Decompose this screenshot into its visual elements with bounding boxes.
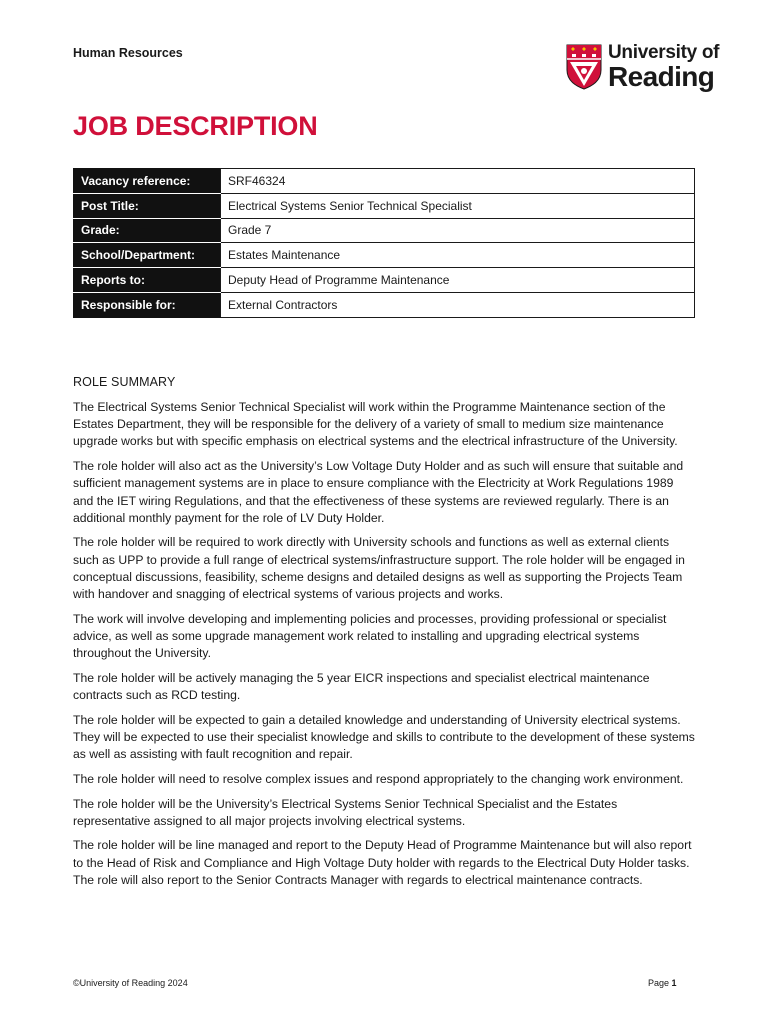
table-row xyxy=(74,243,695,268)
paragraph: The role holder will be line managed and report to the Deputy Head of Programme Maintenance but will also report to the Head of Risk and Compliance and High Voltage Duty holder with regards to the Electrical Duty Holder tasks. The role will also report to the Senior Contracts Manager with regards to electrical maintenance contracts. xyxy=(73,838,692,887)
role-summary-heading: ROLE SUMMARY xyxy=(73,375,176,389)
header-department: Human Resources xyxy=(73,46,183,60)
paragraph: The role holder will also act as the University’s Low Voltage Duty Holder and as such will ensure that suitable and sufficient management systems are in place to ensure compliance with the Electricity at Work Regulations 1989 and the IET wiring Regulations, and that the effectiveness of these systems are reviewed regularly. There is an additional monthly payment for the role of LV Duty Holder. xyxy=(73,459,684,525)
paragraph: The role holder will be expected to gain a detailed knowledge and understanding of University electrical systems. They will be expected to use their specialist knowledge and skills to contribute to the development of these systems as well as assisting with fault recognition and repair. xyxy=(73,712,695,762)
university-logo xyxy=(566,44,726,94)
logo-line2: Reading xyxy=(608,61,715,92)
detail-label: School/Department: xyxy=(74,243,221,268)
detail-value: Electrical Systems Senior Technical Specialist xyxy=(221,193,695,218)
table-row xyxy=(74,268,695,293)
detail-label: Post Title: xyxy=(74,193,221,218)
detail-value: SRF46324 xyxy=(221,169,695,194)
table-row xyxy=(74,218,695,243)
page-label: Page xyxy=(648,978,670,988)
paragraph: The work will involve developing and implementing policies and processes, providing professional or specialist advice, as well as some upgrade management work related to installing and upgrading electrical systems throughout the University. xyxy=(73,611,667,661)
detail-value: Grade 7 xyxy=(221,218,695,243)
paragraph: The role holder will be the University’s Electrical Systems Senior Technical Specialist and the Estates representative assigned to all major projects involving electrical systems. xyxy=(73,796,618,828)
table-row xyxy=(74,292,695,317)
footer-page-number xyxy=(648,978,677,988)
paragraph: The role holder will be required to work directly with University schools and functions as well as external clients such as UPP to provide a full range of electrical systems/infrastructure support. The role holder will be engaged in conceptual discussions, feasibility, scheme designs and detailed designs as well as supporting the Projects Team with handover and snagging of electrical systems of various projects and works. xyxy=(73,535,685,602)
logo-line1: University of xyxy=(608,42,720,63)
paragraph: The role holder will need to resolve complex issues and respond appropriately to the changing work environment. xyxy=(73,771,684,786)
detail-value: Estates Maintenance xyxy=(221,243,695,268)
detail-label: Responsible for: xyxy=(74,292,221,317)
detail-value: Deputy Head of Programme Maintenance xyxy=(221,268,695,293)
detail-value: External Contractors xyxy=(221,292,695,317)
page-number: 1 xyxy=(671,978,677,988)
paragraph: The role holder will be actively managing the 5 year EICR inspections and specialist electrical maintenance contracts such as RCD testing. xyxy=(73,670,650,703)
role-summary-body xyxy=(73,399,697,897)
table-row xyxy=(74,169,695,194)
detail-label: Reports to: xyxy=(74,268,221,293)
paragraph: The Electrical Systems Senior Technical Specialist will work within the Programme Maintenance section of the Estates Department, they will be responsible for the delivery of a variety of small to medium size maintenance upgrade works but with specific emphasis on electrical systems and the electrical infrastructure of the University. xyxy=(73,400,678,449)
document-title: JOB DESCRIPTION xyxy=(73,111,318,141)
job-details-table xyxy=(73,168,695,318)
crest-icon xyxy=(566,44,602,90)
footer-copyright: ©University of Reading 2024 xyxy=(73,978,188,988)
detail-label: Vacancy reference: xyxy=(74,169,221,194)
detail-label: Grade: xyxy=(74,218,221,243)
table-row xyxy=(74,193,695,218)
